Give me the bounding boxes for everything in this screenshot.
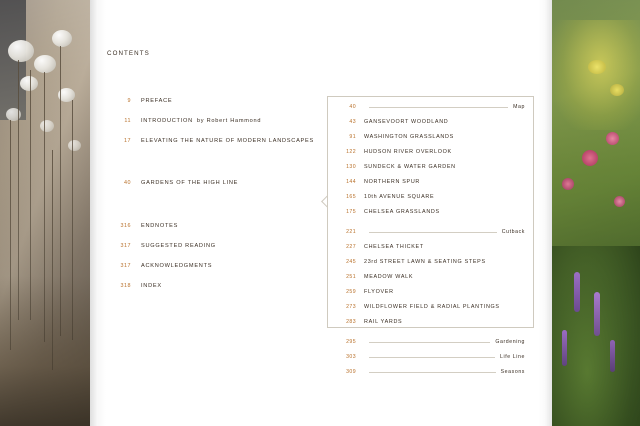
- list-item[interactable]: [107, 138, 317, 144]
- list-item[interactable]: [107, 118, 317, 124]
- list-item[interactable]: [338, 244, 525, 250]
- plant-stalk: [30, 70, 31, 320]
- list-item[interactable]: [107, 223, 317, 229]
- list-item[interactable]: [338, 209, 525, 215]
- list-item[interactable]: [338, 119, 525, 125]
- flower-bloom: [562, 178, 574, 190]
- toc-entry-byline: by Robert Hammond: [196, 118, 262, 124]
- toc-page-number: 122: [346, 149, 356, 155]
- list-item[interactable]: [338, 104, 525, 110]
- list-item[interactable]: [107, 243, 317, 249]
- toc-page-number: 318: [120, 283, 131, 289]
- leader-rule: [369, 357, 495, 358]
- toc-page-number: 317: [120, 243, 131, 249]
- toc-page-number: 91: [349, 134, 356, 140]
- photo-right-yellow-haze: [552, 20, 640, 130]
- toc-page-number: 175: [346, 209, 356, 215]
- list-item[interactable]: [338, 259, 525, 265]
- snow-clump: [52, 30, 72, 47]
- toc-entry-note: Life Line: [499, 354, 525, 360]
- toc-page-number: 316: [120, 223, 131, 229]
- list-item[interactable]: [338, 229, 525, 235]
- toc-page-number: 43: [349, 119, 356, 125]
- list-item[interactable]: [338, 274, 525, 280]
- toc-page-number: 227: [346, 244, 356, 250]
- list-item[interactable]: [338, 149, 525, 155]
- toc-entry-title: 10th AVENUE SQUARE: [364, 194, 435, 200]
- snow-clump: [34, 55, 56, 73]
- plant-stalk: [72, 100, 73, 340]
- toc-page-number: 251: [346, 274, 356, 280]
- flower-spike: [562, 330, 567, 366]
- flower-bloom: [614, 196, 625, 207]
- toc-entry-title: CHELSEA GRASSLANDS: [364, 209, 440, 215]
- toc-page-number: 144: [346, 179, 356, 185]
- toc-entry-title: INTRODUCTION: [141, 118, 193, 124]
- list-item[interactable]: [107, 283, 317, 289]
- toc-entry-note: Map: [513, 104, 525, 110]
- toc-page-number: 17: [124, 138, 131, 144]
- toc-entry-title: PREFACE: [141, 98, 173, 104]
- toc-entry-title: FLYOVER: [364, 289, 394, 295]
- toc-entry-title: SUNDECK & WATER GARDEN: [364, 164, 456, 170]
- leader-rule: [369, 232, 497, 233]
- list-item[interactable]: [338, 369, 525, 375]
- plant-stalk: [60, 46, 61, 336]
- leader-rule: [369, 107, 508, 108]
- plant-stalk: [10, 120, 11, 350]
- toc-entry-title: SUGGESTED READING: [141, 243, 216, 249]
- list-item[interactable]: [107, 180, 317, 186]
- list-item[interactable]: [107, 98, 317, 104]
- plant-stalk: [52, 150, 53, 370]
- snow-clump: [68, 140, 81, 151]
- flower-bloom: [582, 150, 598, 166]
- toc-entry-note: Seasons: [500, 369, 525, 375]
- toc-entry-title: ENDNOTES: [141, 223, 179, 229]
- flower-spike: [610, 340, 615, 372]
- toc-entry-title: NORTHERN SPUR: [364, 179, 421, 185]
- page-title: CONTENTS: [107, 50, 150, 57]
- photo-left-lower-wash: [0, 276, 90, 426]
- photo-summer-meadow: [552, 0, 640, 426]
- toc-page-number: 317: [120, 263, 131, 269]
- toc-entry-title: ELEVATING THE NATURE OF MODERN LANDSCAPES: [141, 138, 314, 144]
- toc-entry-title: MEADOW WALK: [364, 274, 414, 280]
- plant-stalk: [44, 72, 45, 342]
- snow-clump: [8, 40, 34, 62]
- list-item[interactable]: [338, 179, 525, 185]
- snow-clump: [20, 76, 38, 91]
- toc-page-number: 11: [124, 118, 131, 124]
- toc-entry-title: WILDFLOWER FIELD & RADIAL PLANTINGS: [364, 304, 500, 310]
- flower-bloom: [610, 84, 624, 96]
- list-item[interactable]: [338, 339, 525, 345]
- toc-entry-title: INDEX: [141, 283, 162, 289]
- toc-entry-title: WASHINGTON GRASSLANDS: [364, 134, 454, 140]
- list-item[interactable]: [338, 134, 525, 140]
- toc-entry-title: ACKNOWLEDGMENTS: [141, 263, 213, 269]
- toc-entry-note: Gardening: [495, 339, 525, 345]
- toc-page-number: 40: [124, 180, 131, 186]
- list-item[interactable]: [338, 289, 525, 295]
- toc-page-number: 40: [349, 104, 356, 110]
- list-item[interactable]: [338, 354, 525, 360]
- toc-page-number: 259: [346, 289, 356, 295]
- plant-stalk: [18, 60, 19, 320]
- list-item[interactable]: [338, 304, 525, 310]
- snow-clump: [40, 120, 54, 132]
- list-item[interactable]: [338, 194, 525, 200]
- toc-page-number: 283: [346, 319, 356, 325]
- toc-page-number: 130: [346, 164, 356, 170]
- toc-page-number: 9: [127, 98, 131, 104]
- toc-page-number: 273: [346, 304, 356, 310]
- table-of-contents-main: [107, 98, 317, 289]
- toc-entry-title: CHELSEA THICKET: [364, 244, 424, 250]
- flower-spike: [574, 272, 580, 312]
- toc-page-number: 303: [346, 354, 356, 360]
- flower-spike: [594, 292, 600, 336]
- toc-page-number: 245: [346, 259, 356, 265]
- toc-entry-title: GARDENS OF THE HIGH LINE: [141, 180, 239, 186]
- table-of-contents-gardens: [338, 104, 525, 375]
- list-item[interactable]: [107, 263, 317, 269]
- toc-page-number: 309: [346, 369, 356, 375]
- flower-bloom: [588, 60, 606, 74]
- photo-winter-seedheads: [0, 0, 90, 426]
- toc-entry-title: RAIL YARDS: [364, 319, 403, 325]
- leader-rule: [369, 342, 490, 343]
- toc-entry-note: Cutback: [501, 229, 525, 235]
- flower-bloom: [606, 132, 619, 145]
- toc-entry-title: 23rd STREET LAWN & SEATING STEPS: [364, 259, 486, 265]
- toc-entry-title: HUDSON RIVER OVERLOOK: [364, 149, 452, 155]
- toc-page-number: 165: [346, 194, 356, 200]
- contents-page: [90, 0, 552, 426]
- toc-page-number: 295: [346, 339, 356, 345]
- toc-page-number: 221: [346, 229, 356, 235]
- leader-rule: [369, 372, 496, 373]
- list-item[interactable]: [338, 319, 525, 325]
- list-item[interactable]: [338, 164, 525, 170]
- gardens-subsection-panel: [327, 96, 534, 375]
- toc-entry-title: GANSEVOORT WOODLAND: [364, 119, 449, 125]
